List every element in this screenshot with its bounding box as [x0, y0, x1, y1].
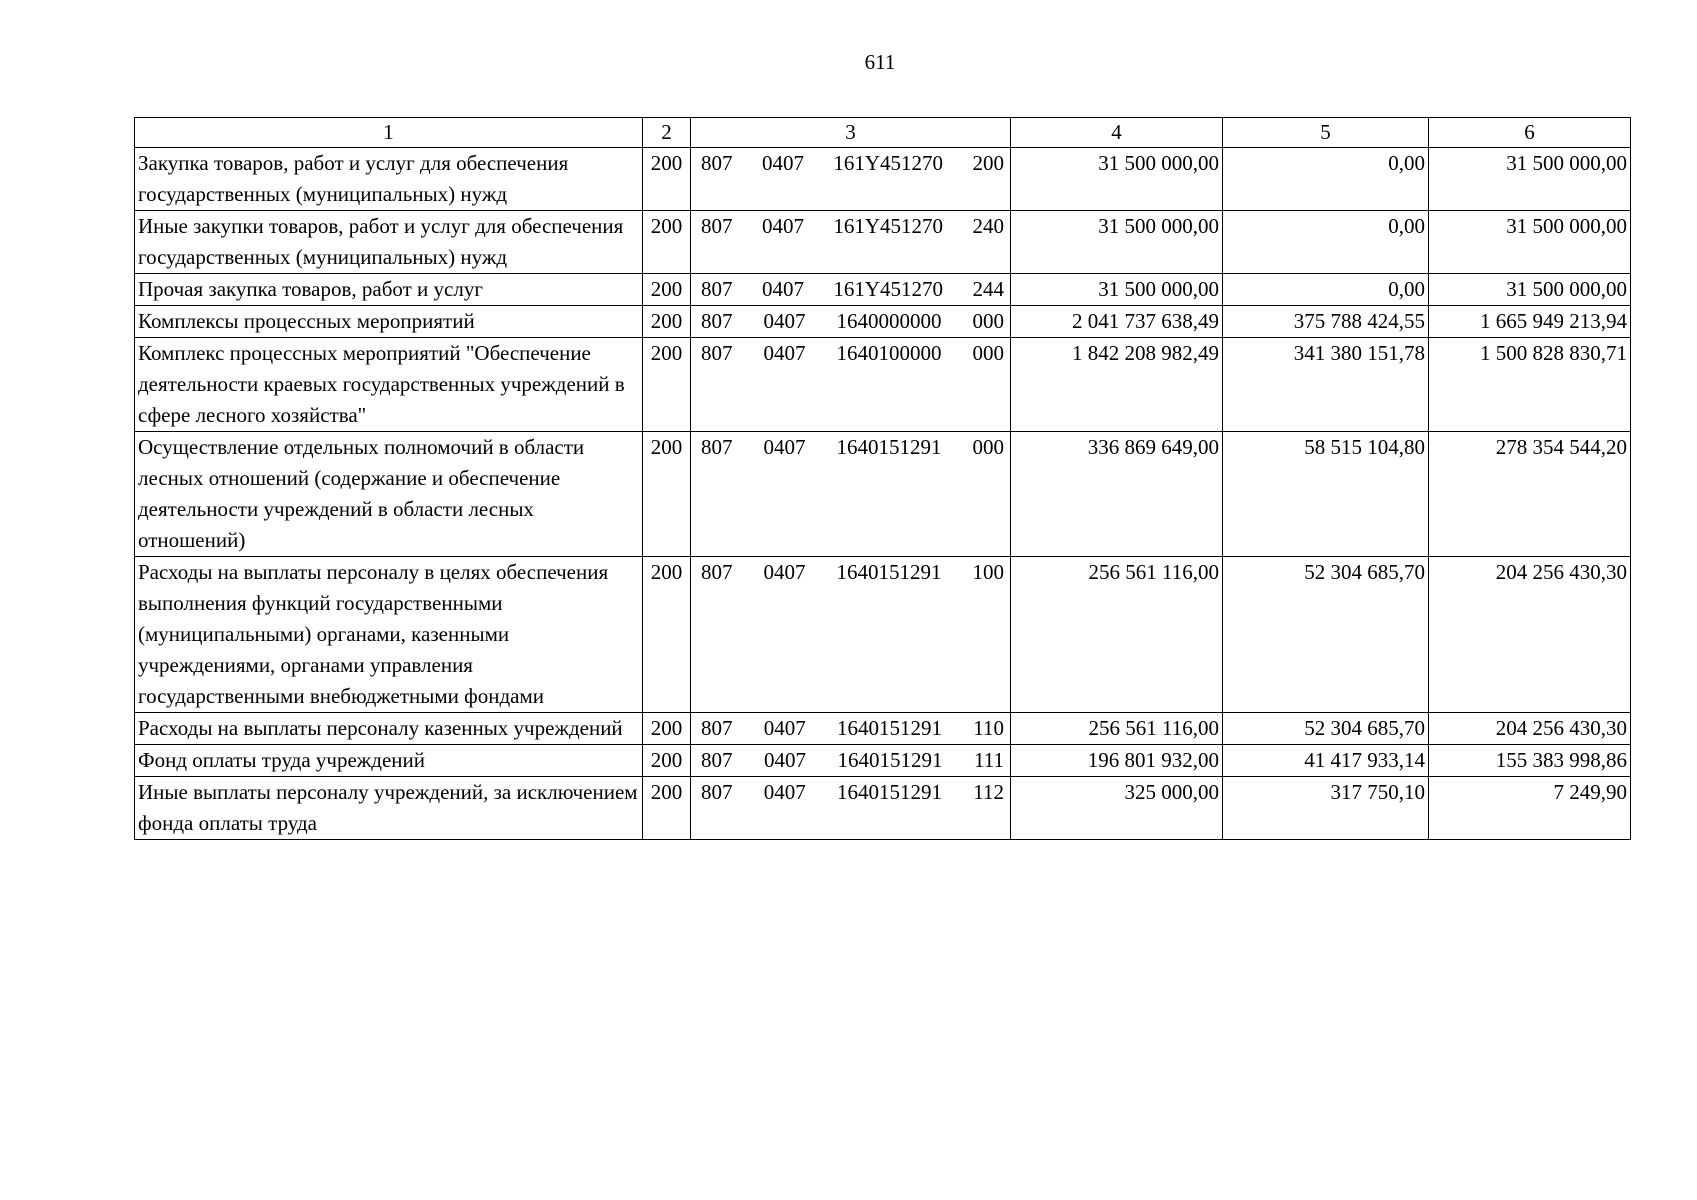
table-row: [135, 432, 1631, 557]
row-col5: 0,00: [1223, 211, 1429, 274]
row-col4: 31 500 000,00: [1011, 211, 1223, 274]
table-row: [135, 148, 1631, 211]
row-col5: 58 515 104,80: [1223, 432, 1429, 557]
table-row: [135, 745, 1631, 777]
row-rz: 0407: [763, 341, 806, 365]
row-code-cell: [691, 432, 1011, 557]
row-cs: 161Y451270: [833, 214, 944, 238]
row-gr: 807: [701, 435, 733, 459]
row-col6: 155 383 998,86: [1429, 745, 1631, 777]
column-header-5: 5: [1223, 118, 1429, 148]
row-rz: 0407: [763, 309, 806, 333]
row-vr: 110: [973, 716, 1004, 740]
row-col5: 52 304 685,70: [1223, 713, 1429, 745]
row-cs: 1640151291: [837, 780, 942, 804]
row-col4: 31 500 000,00: [1011, 274, 1223, 306]
row-col5: 375 788 424,55: [1223, 306, 1429, 338]
row-cs: 1640151291: [836, 435, 942, 459]
table-row: [135, 211, 1631, 274]
row-vr: 000: [972, 341, 1004, 365]
row-gr: 807: [701, 214, 733, 238]
row-code-cell: [691, 274, 1011, 306]
page-number: 611: [864, 50, 896, 74]
row-code-cell: [691, 713, 1011, 745]
row-vr: 100: [972, 560, 1004, 584]
row-code-cell: [691, 306, 1011, 338]
row-name: Прочая закупка товаров, работ и услуг: [135, 274, 643, 306]
row-code-cell: [691, 557, 1011, 713]
table-row: [135, 777, 1631, 840]
row-code-cell: [691, 777, 1011, 840]
row-code-group: [694, 274, 1007, 305]
row-gr: 807: [701, 341, 733, 365]
row-code-group: [694, 745, 1007, 776]
row-col4: 2 041 737 638,49: [1011, 306, 1223, 338]
row-name: Фонд оплаты труда учреждений: [135, 745, 643, 777]
header-row: [135, 118, 1631, 148]
row-col4: 325 000,00: [1011, 777, 1223, 840]
column-header-4: 4: [1011, 118, 1223, 148]
row-col6: 204 256 430,30: [1429, 713, 1631, 745]
row-col4: 256 561 116,00: [1011, 557, 1223, 713]
row-gr: 807: [701, 277, 733, 301]
row-col6: 31 500 000,00: [1429, 274, 1631, 306]
row-code-cell: [691, 338, 1011, 432]
row-name: Расходы на выплаты персоналу казенных учреждений: [135, 713, 643, 745]
row-code-group: [694, 211, 1007, 242]
row-name: Комплекс процессных мероприятий "Обеспечение деятельности краевых государственных учреждений в сфере лесного хозяйства": [135, 338, 643, 432]
row-cs: 1640151291: [837, 716, 942, 740]
row-col4: 31 500 000,00: [1011, 148, 1223, 211]
row-cs: 161Y451270: [833, 277, 944, 301]
row-name: Расходы на выплаты персоналу в целях обеспечения выполнения функций государственными (муниципальными) органами, казенными учреждениями, органами управления государственными внебюджетными фондами: [135, 557, 643, 713]
row-gr: 807: [701, 748, 733, 772]
row-col2: 200: [643, 274, 691, 306]
column-header-1: 1: [135, 118, 643, 148]
row-gr: 807: [701, 309, 733, 333]
row-col6: 1 500 828 830,71: [1429, 338, 1631, 432]
row-code-group: [694, 432, 1007, 463]
row-col5: 41 417 933,14: [1223, 745, 1429, 777]
row-code-group: [694, 557, 1007, 588]
column-header-3: 3: [691, 118, 1011, 148]
row-col6: 1 665 949 213,94: [1429, 306, 1631, 338]
row-vr: 240: [972, 214, 1004, 238]
row-vr: 112: [973, 780, 1004, 804]
row-vr: 000: [972, 435, 1004, 459]
row-code-group: [694, 777, 1007, 808]
row-gr: 807: [701, 780, 733, 804]
row-name: Иные закупки товаров, работ и услуг для обеспечения государственных (муниципальных) нужд: [135, 211, 643, 274]
row-rz: 0407: [764, 748, 807, 772]
row-name: Комплексы процессных мероприятий: [135, 306, 643, 338]
row-rz: 0407: [763, 716, 806, 740]
row-name: Закупка товаров, работ и услуг для обеспечения государственных (муниципальных) нужд: [135, 148, 643, 211]
table-row: [135, 713, 1631, 745]
row-col2: 200: [643, 713, 691, 745]
row-code-cell: [691, 211, 1011, 274]
row-name: Иные выплаты персоналу учреждений, за исключением фонда оплаты труда: [135, 777, 643, 840]
row-cs: 1640100000: [836, 341, 942, 365]
row-col4: 336 869 649,00: [1011, 432, 1223, 557]
row-col2: 200: [643, 306, 691, 338]
row-gr: 807: [701, 716, 733, 740]
row-col2: 200: [643, 777, 691, 840]
row-code-group: [694, 338, 1007, 369]
row-col2: 200: [643, 148, 691, 211]
row-vr: 200: [972, 151, 1004, 175]
row-vr: 244: [972, 277, 1004, 301]
row-gr: 807: [701, 560, 733, 584]
row-rz: 0407: [763, 780, 806, 804]
table-row: [135, 306, 1631, 338]
row-col5: 341 380 151,78: [1223, 338, 1429, 432]
row-col4: 196 801 932,00: [1011, 745, 1223, 777]
row-rz: 0407: [761, 277, 804, 301]
row-name: Осуществление отдельных полномочий в области лесных отношений (содержание и обеспечение деятельности учреждений в области лесных отношений): [135, 432, 643, 557]
row-code-group: [694, 713, 1007, 744]
row-cs: 1640151291: [837, 748, 943, 772]
row-code-cell: [691, 745, 1011, 777]
table-row: [135, 338, 1631, 432]
row-col2: 200: [643, 745, 691, 777]
row-col6: 31 500 000,00: [1429, 148, 1631, 211]
row-cs: 161Y451270: [833, 151, 944, 175]
row-col5: 0,00: [1223, 274, 1429, 306]
column-header-6: 6: [1429, 118, 1631, 148]
table-row: [135, 557, 1631, 713]
row-code-group: [694, 306, 1007, 337]
row-col6: 7 249,90: [1429, 777, 1631, 840]
row-col2: 200: [643, 557, 691, 713]
row-col4: 1 842 208 982,49: [1011, 338, 1223, 432]
column-header-2: 2: [643, 118, 691, 148]
row-gr: 807: [701, 151, 733, 175]
row-col6: 278 354 544,20: [1429, 432, 1631, 557]
row-col6: 31 500 000,00: [1429, 211, 1631, 274]
table-row: [135, 274, 1631, 306]
row-vr: 000: [972, 309, 1004, 333]
row-rz: 0407: [761, 151, 804, 175]
row-vr: 111: [974, 748, 1004, 772]
budget-table: [134, 117, 1631, 840]
row-col2: 200: [643, 338, 691, 432]
row-col6: 204 256 430,30: [1429, 557, 1631, 713]
row-code-group: [694, 148, 1007, 179]
row-col2: 200: [643, 432, 691, 557]
row-col5: 317 750,10: [1223, 777, 1429, 840]
row-col5: 0,00: [1223, 148, 1429, 211]
row-code-cell: [691, 148, 1011, 211]
row-col5: 52 304 685,70: [1223, 557, 1429, 713]
row-col4: 256 561 116,00: [1011, 713, 1223, 745]
row-cs: 1640000000: [836, 309, 942, 333]
row-rz: 0407: [763, 560, 806, 584]
row-cs: 1640151291: [836, 560, 942, 584]
row-col2: 200: [643, 211, 691, 274]
row-rz: 0407: [761, 214, 804, 238]
row-rz: 0407: [763, 435, 806, 459]
